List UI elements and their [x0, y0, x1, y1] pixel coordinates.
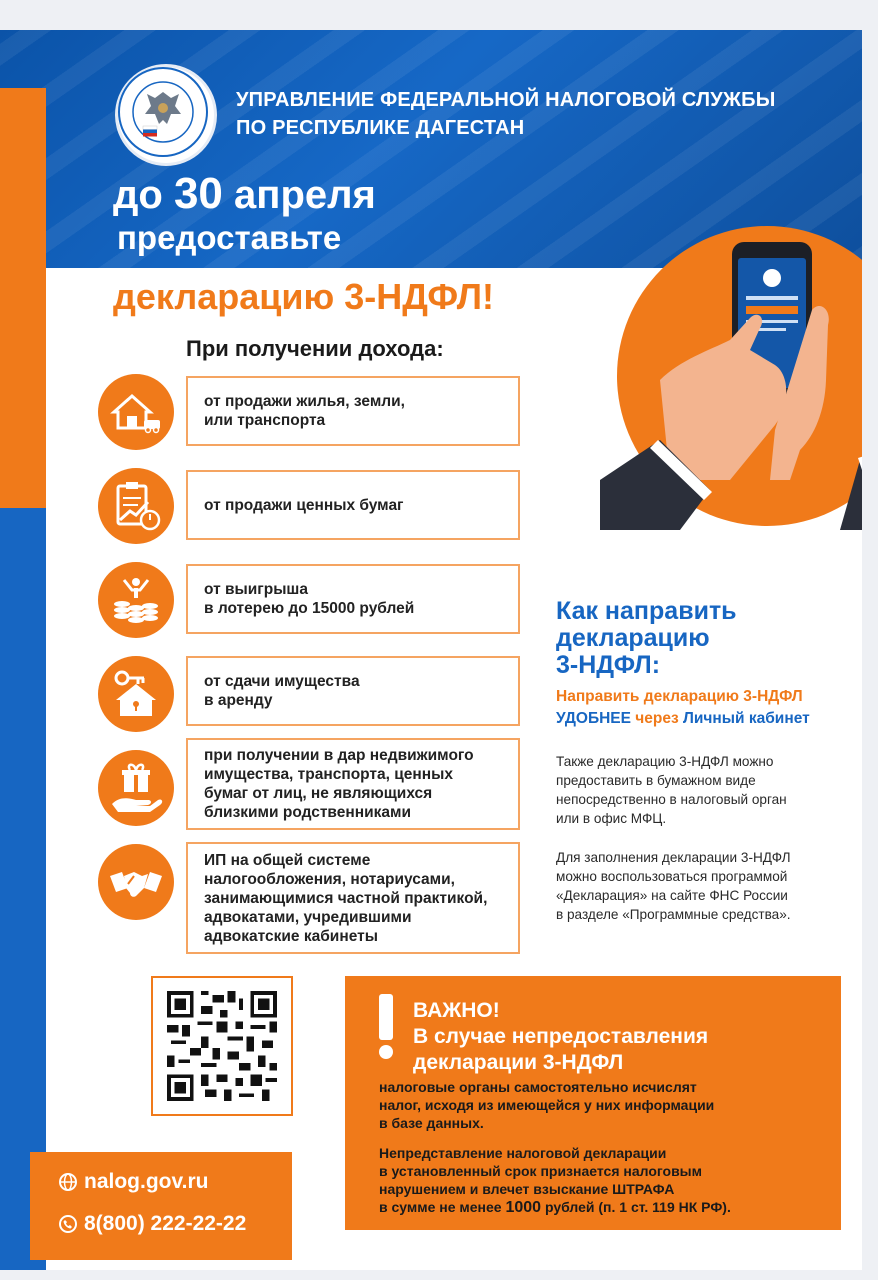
- left-orange-bar: [0, 88, 46, 508]
- phone-number-link[interactable]: 8(800) 222-22-22: [84, 1212, 247, 1235]
- income-item-line: бумаг от лиц, не являющихся: [204, 785, 433, 802]
- how-sub-convenient: УДОБНЕЕ: [556, 710, 631, 727]
- important-heading-line: декларации 3-НДФЛ: [413, 1051, 624, 1074]
- income-item-line: занимающимися частной практикой,: [204, 889, 488, 907]
- exclamation-icon: [379, 994, 393, 1060]
- important-heading-line: ВАЖНО!: [413, 999, 500, 1022]
- website-row[interactable]: [58, 1170, 208, 1194]
- paper-submission-text: [556, 752, 787, 828]
- globe-icon: [58, 1172, 78, 1192]
- penalty-amount: 1000: [505, 1199, 542, 1216]
- para2-line: в разделе «Программные средства».: [556, 907, 791, 922]
- important-heading: [413, 998, 708, 1076]
- income-item-entrepreneurs: [186, 842, 520, 954]
- important-penalty-text: [379, 1144, 731, 1217]
- income-item-line: или транспорта: [204, 412, 326, 429]
- fns-emblem-logo: [115, 64, 217, 166]
- phone-in-hands-illustration: [600, 230, 862, 530]
- house-key-icon: [98, 656, 174, 732]
- income-item-line: при получении в дар недвижимого: [204, 747, 474, 764]
- income-item-line: от сдачи имущества: [204, 673, 360, 690]
- agency-line-1: УПРАВЛЕНИЕ ФЕДЕРАЛЬНОЙ НАЛОГОВОЙ СЛУЖБЫ: [236, 89, 776, 111]
- agency-name: [236, 86, 776, 142]
- house-car-icon: [98, 374, 174, 450]
- penalty-amount-suffix: рублей (п. 1 ст. 119 НК РФ).: [544, 1199, 731, 1215]
- poster: [0, 30, 862, 1270]
- income-item-line: адвокатские кабинеты: [204, 927, 378, 945]
- qr-code[interactable]: [151, 976, 293, 1116]
- income-item-gift: [186, 738, 520, 830]
- income-item-line: от продажи жилья, земли,: [204, 393, 405, 410]
- website-link[interactable]: nalog.gov.ru: [84, 1170, 209, 1193]
- important-heading-line: В случае непредоставления: [413, 1025, 709, 1048]
- para2-line: Для заполнения декларации 3-НДФЛ: [556, 850, 791, 865]
- para1-line: предоставить в бумажном виде: [556, 773, 756, 788]
- agency-line-2: ПО РЕСПУБЛИКЕ ДАГЕСТАН: [236, 117, 525, 139]
- phone-row[interactable]: [58, 1212, 246, 1236]
- important-consequence-text: [379, 1078, 714, 1132]
- deadline-month: апреля: [234, 173, 376, 217]
- securities-chart-icon: [98, 468, 174, 544]
- program-info-text: [556, 848, 791, 924]
- income-item-line: в лотерею до 15000 рублей: [204, 600, 415, 617]
- gift-hand-icon: [98, 750, 174, 826]
- important-text-line: в базе данных.: [379, 1115, 484, 1131]
- income-item-line: в аренду: [204, 692, 273, 709]
- para1-line: или в офис МФЦ.: [556, 811, 667, 826]
- deadline-day: 30: [173, 169, 223, 218]
- how-sub-line-1: Направить декларацию 3-НДФЛ: [556, 688, 803, 705]
- how-to-send-subtitle: [556, 686, 810, 730]
- income-item-property-sale: [186, 376, 520, 446]
- penalty-amount-prefix: в сумме не менее: [379, 1199, 502, 1215]
- income-item-line: близкими родственниками: [204, 804, 412, 821]
- deadline-prefix: до: [113, 173, 163, 217]
- penalty-text-line: нарушением и влечет взыскание ШТРАФА: [379, 1181, 675, 1197]
- how-sub-via: через: [635, 710, 679, 727]
- income-section-title: При получении дохода:: [186, 336, 444, 361]
- important-text-line: налоговые органы самостоятельно исчислят: [379, 1079, 697, 1095]
- penalty-text-line: Непредставление налоговой декларации: [379, 1145, 667, 1161]
- handshake-icon: [98, 844, 174, 920]
- para1-line: непосредственно в налоговый орган: [556, 792, 787, 807]
- income-item-line: ИП на общей системе: [204, 851, 371, 869]
- declaration-heading: декларацию 3-НДФЛ!: [113, 276, 495, 317]
- income-item-line: от продажи ценных бумаг: [204, 496, 404, 514]
- personal-account-link[interactable]: Личный кабинет: [683, 710, 810, 727]
- income-item-line: налогообложения, нотариусами,: [204, 870, 455, 888]
- para1-line: Также декларацию 3-НДФЛ можно: [556, 754, 774, 769]
- phone-icon: [58, 1214, 78, 1234]
- income-item-line: адвокатами, учредившими: [204, 908, 412, 926]
- how-title-line-1: Как направить: [556, 597, 737, 625]
- para2-line: можно воспользоваться программой: [556, 869, 788, 884]
- deadline-heading: [113, 170, 376, 219]
- important-notice: [345, 976, 841, 1230]
- income-item-lottery: [186, 564, 520, 634]
- income-item-securities: [186, 470, 520, 540]
- contact-panel: [30, 1152, 292, 1260]
- income-item-line: от выигрыша: [204, 581, 308, 598]
- para2-line: «Декларация» на сайте ФНС России: [556, 888, 788, 903]
- income-item-line: имущества, транспорта, ценных: [204, 766, 453, 783]
- how-title-line-2: декларацию: [556, 624, 710, 652]
- provide-heading: предоставьте: [117, 219, 342, 256]
- how-to-send-title: [556, 598, 737, 679]
- penalty-text-line: в установленный срок признается налоговым: [379, 1163, 702, 1179]
- important-text-line: налог, исходя из имеющейся у них информации: [379, 1097, 715, 1113]
- how-title-line-3: 3-НДФЛ:: [556, 651, 661, 679]
- income-item-rent: [186, 656, 520, 726]
- lottery-winner-icon: [98, 562, 174, 638]
